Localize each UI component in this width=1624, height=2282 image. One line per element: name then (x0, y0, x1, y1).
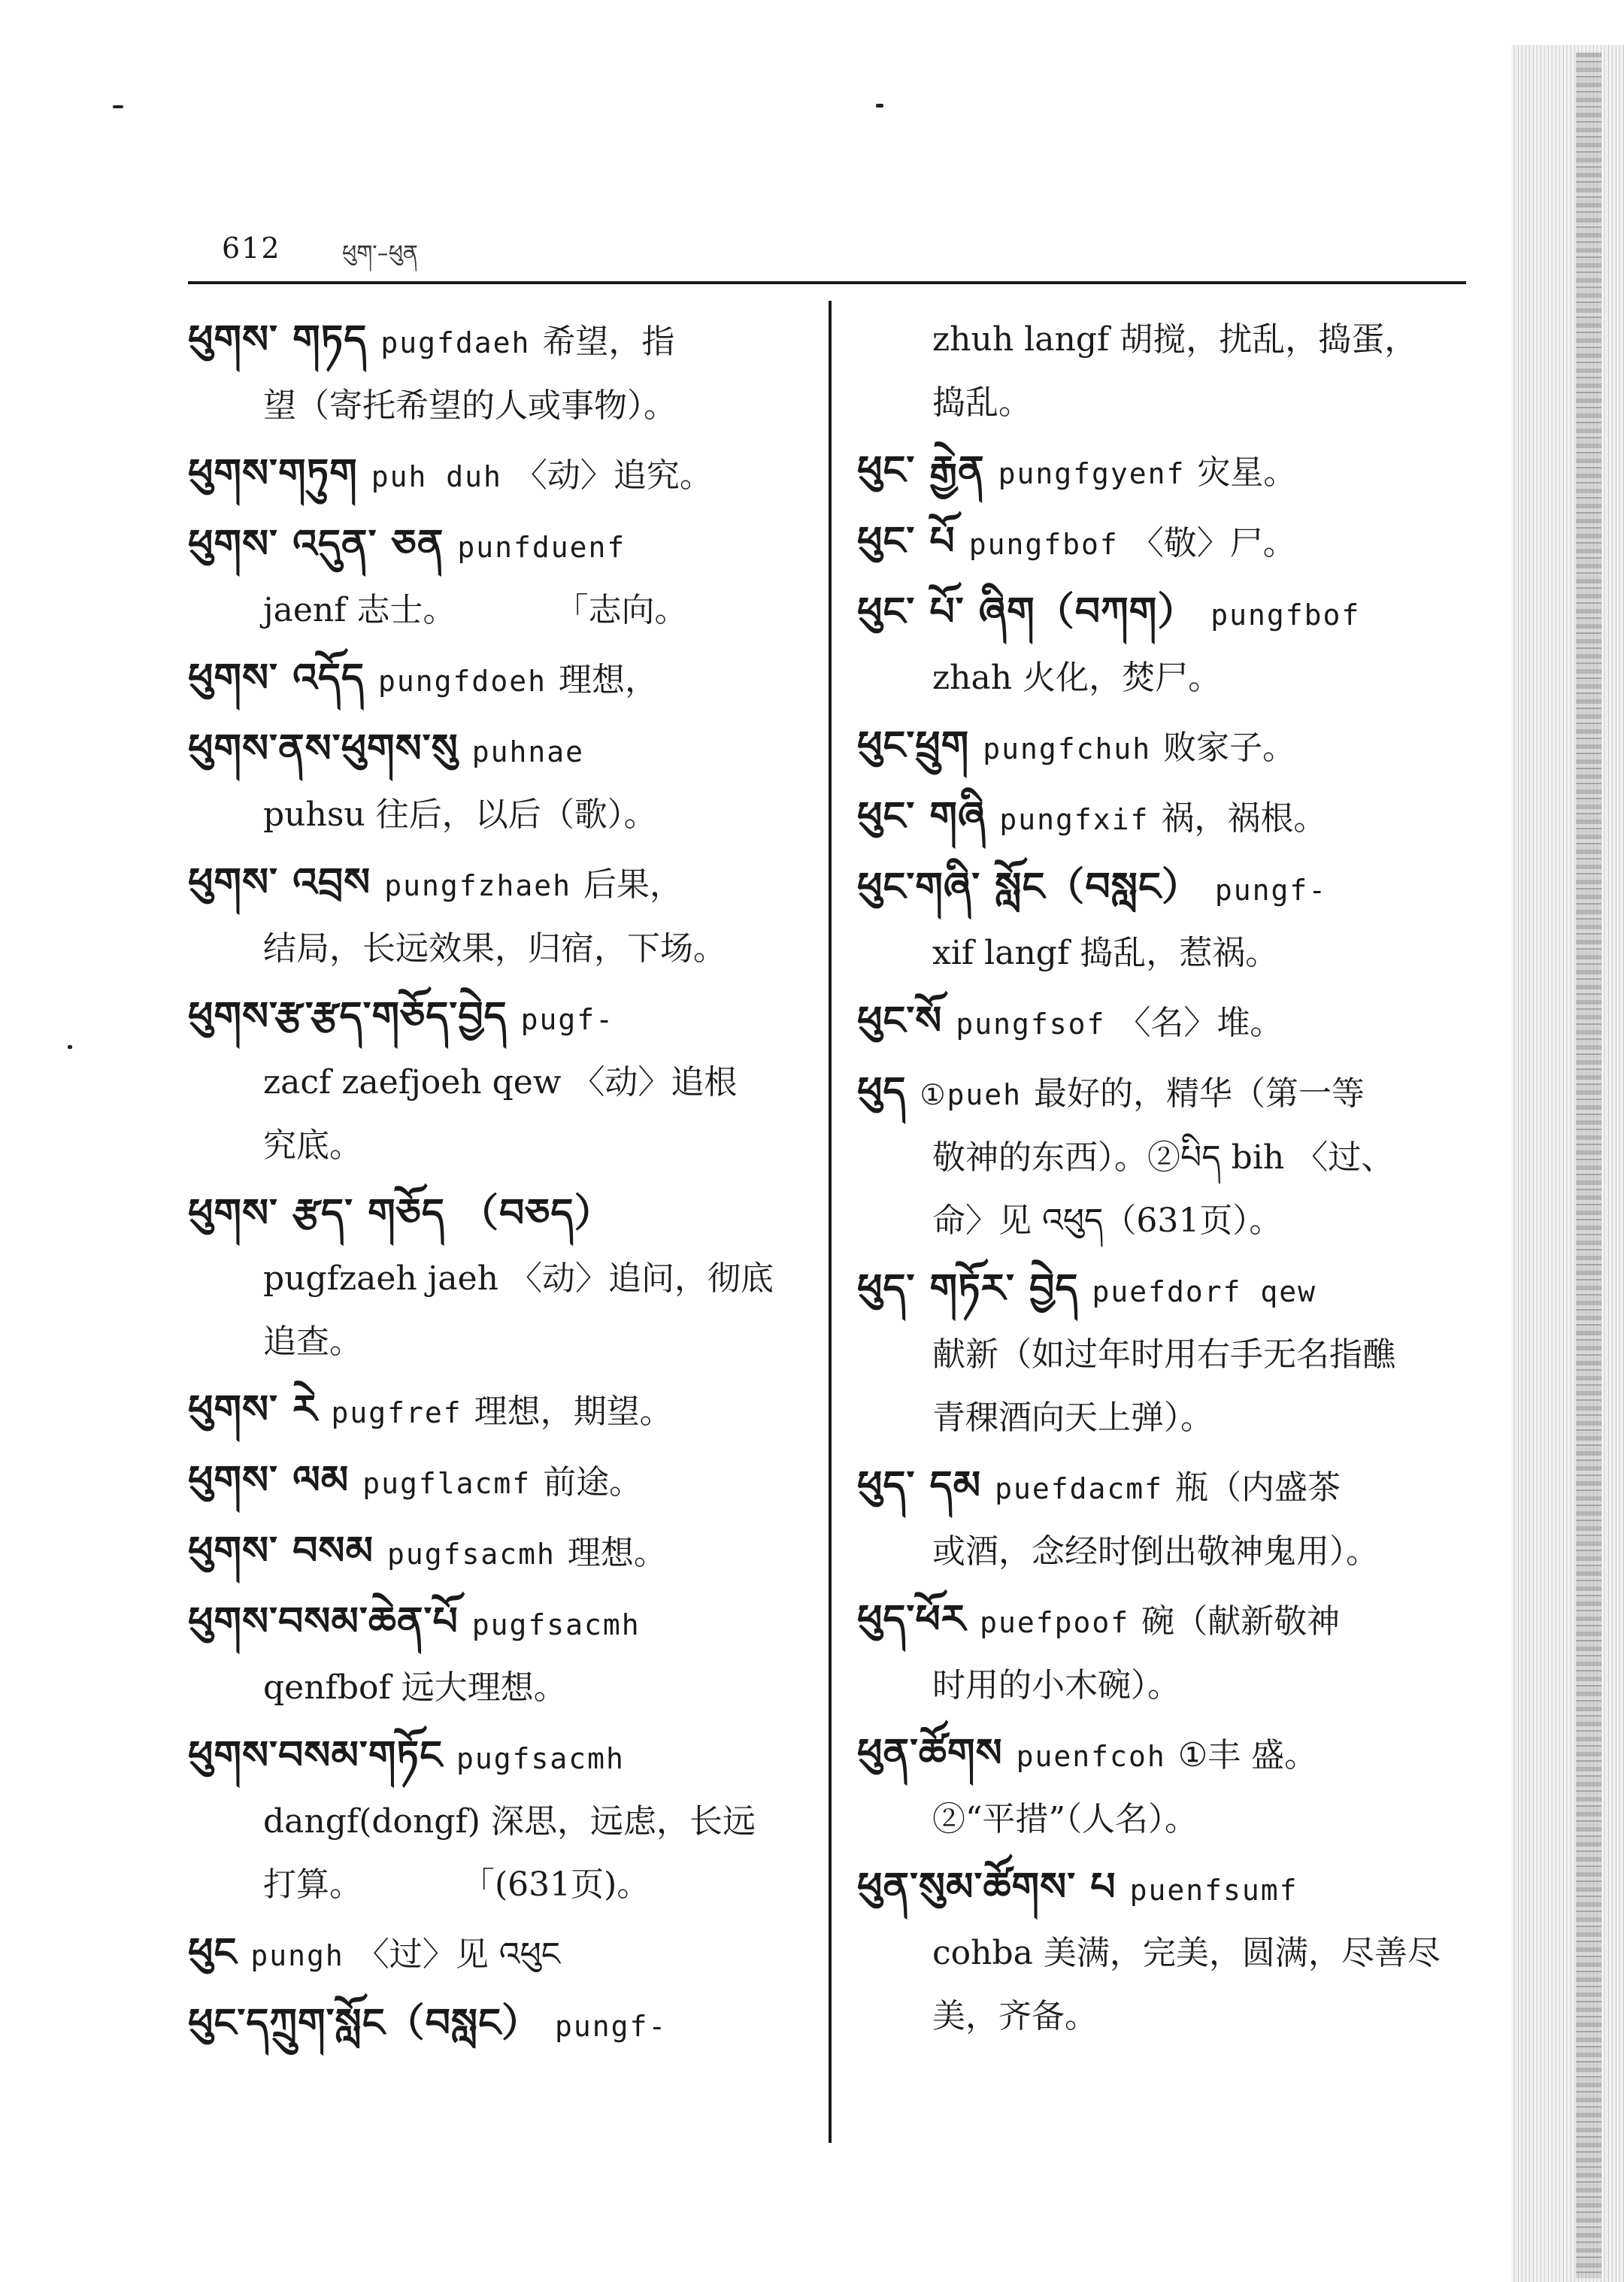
definition-text: 结局，长远效果，归宿，下场。 (263, 929, 726, 968)
tibetan-headword: ཕུགས་ བསམ (188, 1529, 374, 1574)
definition-text: dangf(dongf) 深思，远虑，长远 (263, 1802, 756, 1841)
definition-text: jaenf 志士。 「志向。 (263, 591, 688, 629)
tibetan-headword: ཕུགས་ འབྲས (188, 860, 371, 905)
definition-text: 瓶（内盛茶 (1174, 1468, 1341, 1507)
entry-line (857, 510, 1481, 576)
romanization: pungfgyenf (998, 457, 1186, 490)
entry-line (857, 1454, 1481, 1520)
tibetan-headword: ཕུད་ དམ (857, 1463, 982, 1508)
entry-line (188, 1114, 820, 1177)
header-rule (188, 281, 1466, 284)
dictionary-entry (857, 785, 1481, 851)
tibetan-headword: ཕུགས་ རེ (188, 1387, 318, 1432)
entry-line (188, 1724, 820, 1790)
romanization: pungf- (555, 2010, 668, 2043)
romanization: pungfxif (999, 803, 1150, 836)
tibetan-headword: ཕུང་ པོ་ ཞིག（བཀག） (857, 589, 1198, 635)
dictionary-entry (188, 442, 820, 508)
romanization: puefpoof (980, 1606, 1130, 1639)
entry-line (188, 1992, 820, 2058)
entry-line (188, 851, 820, 917)
definition-text: 捣乱。 (932, 383, 1032, 422)
entry-line (188, 374, 820, 438)
page-number: 612 (222, 232, 281, 265)
entry-line (188, 1656, 820, 1720)
dictionary-entry (857, 308, 1481, 435)
tibetan-headword: ཕུང (188, 1930, 238, 1975)
definition-text: pugfzaeh jaeh 〈动〉追问，彻底 (263, 1259, 774, 1298)
definition-text: ②“平措”（人名）。 (932, 1800, 1198, 1838)
romanization: puenfsumf (1129, 1874, 1298, 1907)
definition-text: 青稞酒向天上弹）。 (932, 1399, 1213, 1437)
definition-text: 〈动〉追究。 (514, 456, 713, 495)
definition-text: 理想， (558, 661, 658, 699)
definition-text: zacf zaefjoeh qew 〈动〉追根 (263, 1063, 738, 1102)
entry-line (857, 371, 1481, 435)
romanization: pungfdoeh (378, 665, 547, 698)
entry-line (188, 647, 820, 713)
tibetan-headword: ཕུང་ རྒྱེན (857, 448, 985, 493)
definition-text: 或酒，念经时倒出敬神鬼用）。 (932, 1532, 1379, 1571)
tibetan-headword: ཕུན་ཚོགས (857, 1731, 1003, 1776)
entry-line (857, 785, 1481, 851)
definition-text: 前途。 (543, 1463, 643, 1502)
entry-line (188, 579, 820, 642)
dictionary-entry (188, 1590, 820, 1720)
romanization: puefdacmf (995, 1472, 1163, 1505)
definition-text: 祸，祸根。 (1161, 799, 1327, 838)
entry-line (857, 922, 1481, 985)
entry-line (188, 1590, 820, 1656)
tibetan-headword: ཕུགས་ འདུན་ ཅན (188, 522, 444, 567)
tibetan-headword: ཕུགས་ གཏད (188, 317, 368, 362)
dictionary-entry (857, 989, 1481, 1056)
entry-line (857, 989, 1481, 1056)
definition-text: 命〉见 འཕུད（631页）。 (932, 1202, 1283, 1240)
tibetan-headword: ཕུགས་བསམ་གཏོང (188, 1733, 443, 1778)
romanization: pungf- (1214, 874, 1328, 907)
entry-line (857, 1060, 1481, 1126)
dictionary-entry (857, 856, 1481, 985)
dictionary-entry (188, 308, 820, 438)
dictionary-entry (188, 851, 820, 980)
scan-speck (68, 1045, 72, 1049)
romanization: puenfcoh (1016, 1740, 1166, 1773)
entry-line (188, 1051, 820, 1114)
tibetan-headword: ཕུང་ཕྲུག (857, 723, 970, 768)
dictionary-entry (188, 1378, 820, 1444)
tibetan-headword: ཕུང་དཀྲུག་སློང（བསླང） (188, 2001, 542, 2046)
entry-line (188, 1449, 820, 1515)
romanization: pungfzhaeh (384, 869, 572, 902)
definition-text: 最好的，精华（第一等 (1034, 1074, 1365, 1113)
definition-text: ①丰 盛。 (1177, 1736, 1318, 1774)
dictionary-entry (188, 1921, 820, 1987)
definition-text: 敬神的东西）。②པིད bih 〈过、 (932, 1138, 1395, 1177)
definition-text: xif langf 捣乱，惹祸。 (932, 934, 1279, 972)
romanization: puh duh (371, 460, 502, 493)
column-divider (829, 301, 832, 2143)
entry-line (188, 1520, 820, 1586)
romanization: pungfsof (956, 1008, 1106, 1041)
dictionary-entry (857, 580, 1481, 710)
dictionary-entry (857, 510, 1481, 576)
romanization: pugfdaeh (380, 326, 531, 359)
entry-line (857, 647, 1481, 710)
tibetan-headword: ཕུད (857, 1069, 907, 1114)
entry-line (188, 1378, 820, 1444)
dictionary-entry (857, 1722, 1481, 1851)
tibetan-headword: ཕུགས་རྩ་རྩད་གཅོད་བྱེད (188, 994, 508, 1039)
entry-line (188, 717, 820, 783)
dictionary-entry (188, 1520, 820, 1586)
dictionary-entry (188, 1449, 820, 1515)
romanization: pungfchuh (983, 732, 1152, 765)
definition-text: 理想。 (567, 1534, 667, 1572)
header-tibetan-range: ཕུག་–ཕུན (342, 241, 418, 267)
romanization: puhnae (471, 735, 585, 768)
entry-line (857, 1654, 1481, 1717)
dictionary-entry (188, 513, 820, 642)
definition-text: 〈敬〉尸。 (1130, 524, 1296, 562)
entry-line (188, 1790, 820, 1853)
dictionary-entry (857, 714, 1481, 780)
entry-line (857, 1520, 1481, 1583)
page-binding-shadow (1576, 53, 1601, 2278)
tibetan-headword: ཕུགས་ འདོད (188, 656, 365, 701)
entry-line (857, 856, 1481, 922)
romanization: pugf- (520, 1003, 615, 1036)
tibetan-headword: ཕུང་ གཞི (857, 794, 986, 839)
entry-line (857, 1922, 1481, 1985)
definition-text: 美，齐备。 (932, 1997, 1098, 2035)
entry-line (857, 1985, 1481, 2048)
right-column (857, 308, 1481, 2053)
entry-line (857, 714, 1481, 780)
dictionary-entry (857, 1588, 1481, 1717)
definition-text: 望（寄托希望的人或事物）。 (263, 386, 677, 425)
tibetan-headword: ཕུགས་ ལམ (188, 1458, 350, 1503)
entry-line (857, 1189, 1481, 1253)
entry-line (857, 1588, 1481, 1654)
tibetan-headword: ཕུན་སུམ་ཚོགས་ པ (857, 1865, 1116, 1910)
definition-text: 灾星。 (1197, 453, 1297, 492)
entry-line (188, 1311, 820, 1374)
definition-text: 打算。 「(631页)。 (263, 1865, 650, 1904)
romanization: pungfbof (968, 528, 1119, 561)
entry-line (857, 1856, 1481, 1922)
tibetan-headword: ཕུད་ཕོར (857, 1597, 967, 1642)
romanization: pungh (250, 1939, 344, 1972)
entry-line (188, 783, 820, 847)
tibetan-headword: ཕུང་ པོ (857, 519, 956, 564)
scan-speck (876, 104, 883, 108)
definition-text: zhuh langf 胡搅，扰乱，捣蛋， (932, 320, 1418, 359)
romanization: pugflacmf (362, 1467, 532, 1500)
entry-line (188, 917, 820, 980)
entry-line (188, 308, 820, 374)
entry-line (188, 513, 820, 579)
definition-text: 追查。 (263, 1323, 362, 1361)
entry-line (188, 1921, 820, 1987)
entry-line (188, 1182, 820, 1247)
dictionary-entry (188, 647, 820, 713)
entry-line (857, 1386, 1481, 1450)
definition-text: 〈过〉见 འཕུང (356, 1935, 561, 1974)
entry-line (188, 1247, 820, 1311)
definition-text: 碗（献新敬神 (1141, 1602, 1341, 1641)
definition-text: puhsu 往后，以后（歌）。 (263, 796, 657, 834)
definition-text: 后果， (583, 865, 683, 904)
scan-speck (113, 105, 123, 108)
dictionary-entry (857, 1856, 1481, 2048)
definition-text: 理想，期望。 (474, 1393, 673, 1431)
tibetan-headword: ཕུགས་ནས་ཕུགས་སུ (188, 726, 459, 771)
definition-text: 败家子。 (1163, 729, 1296, 767)
entry-line (188, 1853, 820, 1917)
page-binding-edge (1511, 45, 1624, 2282)
dictionary-entry (857, 439, 1481, 505)
entry-line (857, 580, 1481, 647)
romanization: pugfsacmh (471, 1608, 641, 1641)
romanization: ①pueh (920, 1078, 1023, 1111)
tibetan-headword: ཕུང་གཞི་ སློང（བསླང） (857, 865, 1201, 910)
definition-text: 究底。 (263, 1126, 362, 1165)
entry-line (188, 442, 820, 508)
romanization: pungfbof (1210, 599, 1361, 632)
tibetan-headword: ཕུགས་ རྩད་ གཅོད （བཅད） (188, 1191, 614, 1236)
dictionary-entry (188, 1724, 820, 1917)
entry-line (857, 1722, 1481, 1788)
left-column (188, 308, 820, 2062)
romanization: pugfref (331, 1396, 462, 1429)
entry-line (857, 1257, 1481, 1323)
definition-text: 时用的小木碗）。 (932, 1666, 1180, 1705)
dictionary-entry (188, 717, 820, 847)
definition-text: 希望，指 (542, 323, 675, 361)
dictionary-entry (188, 1992, 820, 2058)
definition-text: 献新（如过年时用右手无名指醮 (932, 1335, 1395, 1374)
entry-line (857, 1126, 1481, 1189)
entry-line (857, 1323, 1481, 1386)
definition-text: 〈名〉堆。 (1117, 1004, 1283, 1042)
entry-line (188, 985, 820, 1051)
romanization: pugfsacmh (456, 1742, 625, 1775)
romanization: puefdorf qew (1092, 1275, 1317, 1308)
tibetan-headword: ཕུགས་བསམ་ཆེན་པོ (188, 1599, 459, 1644)
entry-line (857, 308, 1481, 371)
definition-text: qenfbof 远大理想。 (263, 1668, 567, 1707)
dictionary-entry (188, 1182, 820, 1374)
tibetan-headword: ཕུད་ གཏོར་ བྱེད (857, 1266, 1079, 1311)
romanization: pugfsacmh (387, 1538, 556, 1571)
dictionary-entry (857, 1257, 1481, 1450)
definition-text: zhah 火化，焚尸。 (932, 659, 1222, 697)
tibetan-headword: ཕུང་སོ (857, 999, 943, 1044)
romanization: punfduenf (457, 531, 626, 564)
entry-line (857, 439, 1481, 505)
definition-text: cohba 美满，完美，圆满，尽善尽 (932, 1934, 1441, 1972)
dictionary-entry (857, 1060, 1481, 1253)
entry-line (857, 1788, 1481, 1851)
dictionary-entry (188, 985, 820, 1177)
tibetan-headword: ཕུགས་གཏུག (188, 451, 358, 496)
dictionary-entry (857, 1454, 1481, 1583)
